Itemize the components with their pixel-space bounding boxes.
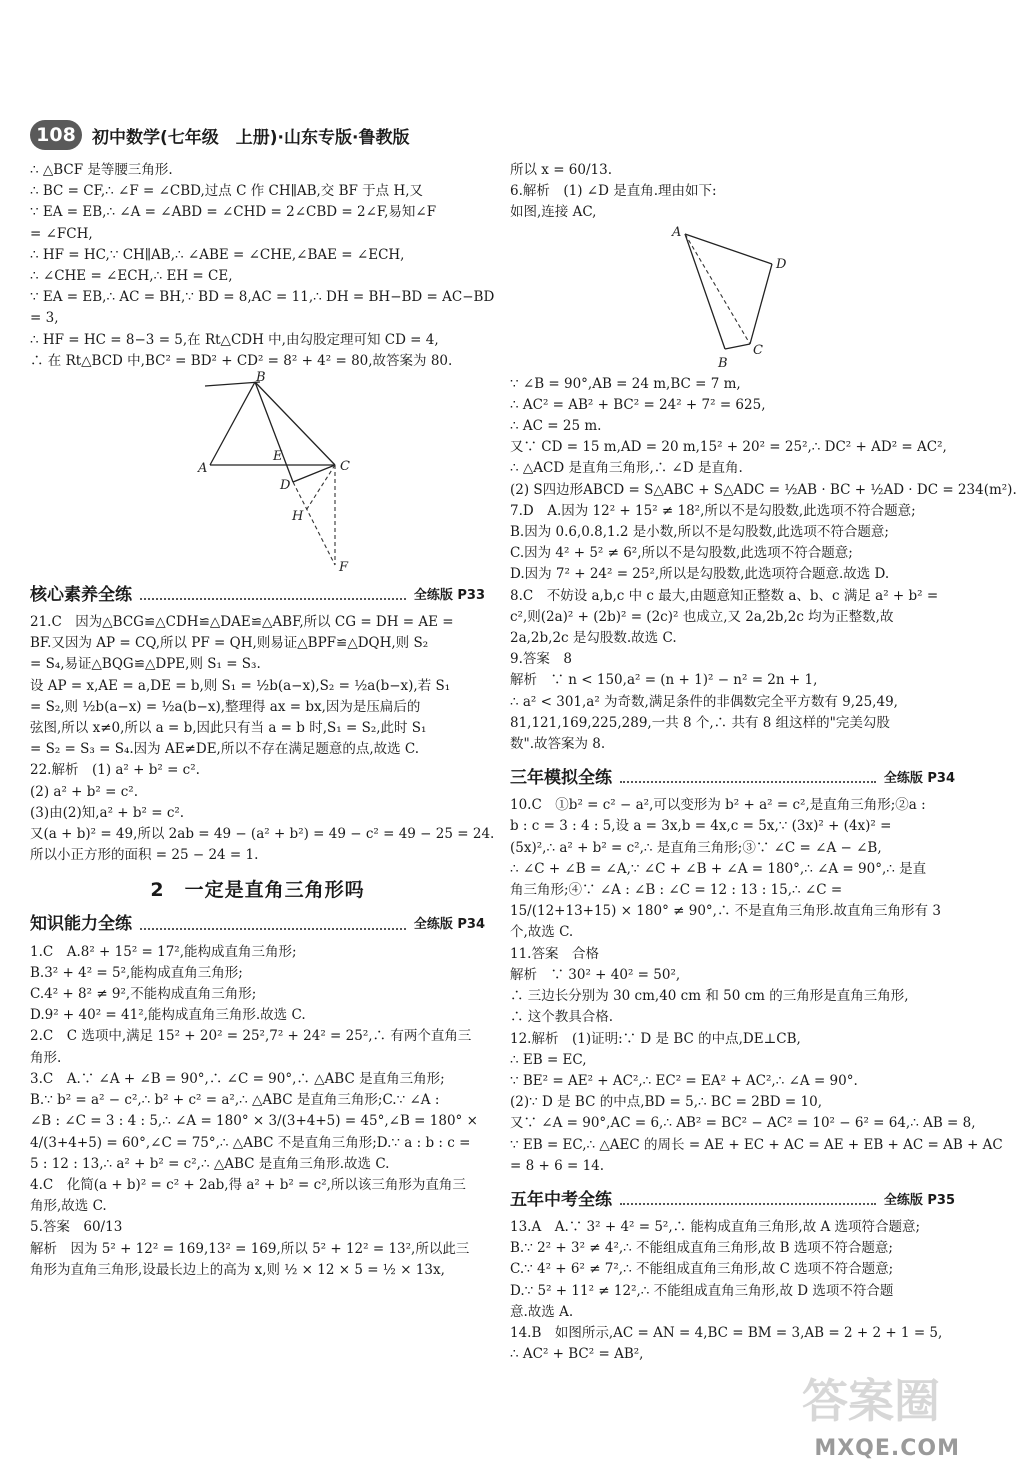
fig2-edge-ad (685, 234, 772, 264)
fig2-label-a: A (672, 224, 682, 240)
text-line: 如图,连接 AC, (510, 204, 597, 221)
text-line: ∴ 三边长分别为 30 cm,40 cm 和 50 cm 的三角形是直角三角形, (510, 988, 909, 1005)
text-line: 数".故答案为 8. (510, 736, 606, 753)
fig2-edge-dc (750, 264, 772, 344)
section-page-ref: 全练版 P34 (883, 771, 955, 787)
text-line: B.3² + 4² = 5²,能构成直角三角形; (30, 964, 243, 981)
section-page-ref: 全练版 P33 (413, 587, 485, 603)
text-line: 解析 ∵ 30² + 40² = 50², (510, 966, 681, 983)
text-line: 21.C 因为△BCG≌△CDH≌△DAE≌△ABF,所以 CG = DH = AE = (30, 614, 454, 631)
fig1-label-b: B (256, 370, 266, 386)
section-page-ref: 全练版 P34 (413, 917, 485, 933)
text-line: = ∠FCH, (30, 225, 93, 242)
text-line: 解析 ∵ n < 150,a² = (n + 1)² − n² = 2n + 1, (510, 672, 818, 689)
fig1-edge-ab (210, 382, 255, 465)
figure-triangle-abc (30, 370, 485, 576)
text-line: 又∵ CD = 15 m,AD = 20 m,15² + 20² = 25²,∴ DC² + AD² = AC², (510, 439, 947, 456)
text-line: 解析 因为 5² + 12² = 169,13² = 169,所以 5² + 12² = 13²,所以此三 (30, 1240, 470, 1257)
section-title: 五年中考全练 (510, 1189, 612, 1210)
text-line: B.∵ b² = a² − c²,∴ b² + c² = a²,∴ △ABC 是直角三角形;C.∵ ∠A : (30, 1092, 440, 1109)
text-line: 22.解析 (1) a² + b² = c². (30, 762, 200, 779)
fig1-edge (205, 382, 260, 386)
right-block-d (510, 1217, 955, 1365)
text-line: 4/(3+4+5) = 60°,∠C = 75°,∴ △ABC 不是直角三角形;D.∵ a : b : c = (30, 1134, 471, 1151)
fig2-edge-cb (725, 344, 750, 349)
text-line: (2) a² + b² = c². (30, 783, 138, 800)
text-line: ∵ EA = EB,∴ AC = BH,∵ BD = 8,AC = 11,∴ DH = BH−BD = AC−BD (30, 289, 495, 306)
text-line: 角形. (30, 1049, 62, 1066)
text-line: 10.C ①b² = c² − a²,可以变形为 b² + a² = c²,是直角三角形;②a : (510, 797, 926, 814)
fig1-edge-bd (255, 382, 293, 482)
section-leader (140, 598, 406, 600)
text-line: B.∵ 2² + 3² ≠ 4²,∴ 不能组成直角三角形,故 B 选项不符合题意; (510, 1240, 893, 1257)
text-line: (5x)²,∴ a² + b² = c²,∴ 是直角三角形;③∵ ∠C = ∠A − ∠B, (510, 839, 882, 856)
left-block-c (30, 942, 485, 1281)
section-leader (620, 781, 876, 783)
text-line: ∴ AC² + BC² = AB², (510, 1346, 644, 1363)
text-line: 81,121,169,225,289,一共 8 个,∴ 共有 8 组这样的"完美勾股 (510, 714, 890, 731)
section-three-year-mock (510, 765, 955, 789)
fig1-label-a: A (198, 461, 208, 477)
text-line: D.∵ 5² + 11² ≠ 12²,∴ 不能组成直角三角形,故 D 选项不符合题 (510, 1282, 894, 1299)
text-line: (3)由(2)知,a² + b² = c². (30, 804, 185, 821)
text-line: ∴ △ACD 是直角三角形,∴ ∠D 是直角. (510, 460, 743, 477)
fig1-label-e: E (273, 449, 283, 465)
fig1-label-c: C (340, 459, 350, 475)
text-line: 又(a + b)² = 49,所以 2ab = 49 − (a² + b²) = 49 − c² = 49 − 25 = 24. (30, 826, 495, 843)
text-line: (2)∵ D 是 BC 的中点,BD = 5,∴ BC = 2BD = 10, (510, 1094, 822, 1111)
text-line: 个,故选 C. (510, 924, 574, 941)
fig1-dash-ch (305, 465, 335, 512)
text-line: ∵ BE² = AE² + AC²,∴ EC² = EA² + AC²,∴ ∠A = 90°. (510, 1072, 858, 1089)
text-line: 8.C 不妨设 a,b,c 中 c 最大,由题意知正整数 a、b、c 满足 a² + b² = (510, 587, 939, 604)
text-line: 7.D A.因为 12² + 15² ≠ 18²,所以不是勾股数,此选项不符合题意; (510, 502, 916, 519)
section-title: 知识能力全练 (30, 914, 132, 935)
text-line: ∴ HF = HC,∵ CH∥AB,∴ ∠ABE = ∠CHE,∠BAE = ∠ECH, (30, 246, 405, 263)
fig2-label-b: B (718, 355, 728, 371)
fig1-edge-bc (255, 382, 335, 465)
text-line: = S₂,则 ½b(a−x) = ½a(b−x),整理得 ax = bx,因为是压扁后的 (30, 698, 421, 715)
text-line: 5 : 12 : 13,∴ a² + b² = c²,∴ △ABC 是直角三角形.故选 C. (30, 1155, 390, 1172)
text-line: 角形为直角三角形,设最长边上的高为 x,则 ½ × 12 × 5 = ½ × 13x, (30, 1261, 445, 1278)
text-line: C.因为 4² + 5² ≠ 6²,所以不是勾股数,此选项不符合题意; (510, 545, 853, 562)
text-line: ∠B : ∠C = 3 : 4 : 5,∴ ∠A = 180° × 3/(3+4+5) = 45°,∠B = 180° × (30, 1113, 478, 1130)
right-column (510, 160, 1017, 1365)
text-line: BF.又因为 AP = CQ,所以 PF = QH,则易证△BPF≌△DQH,则 S₂ (30, 635, 429, 652)
book-title: 初中数学(七年级 上册)·山东专版·鲁教版 (92, 127, 410, 148)
left-column (30, 160, 495, 1281)
fig1-edge-dc (293, 465, 335, 482)
text-line: 设 AP = x,AE = a,DE = b,则 S₁ = ½b(a−x),S₂ = ½a(b−x),若 S₁ (30, 677, 451, 694)
text-line: = 3, (30, 310, 59, 327)
text-line: D.9² + 40² = 41²,能构成直角三角形.故选 C. (30, 1007, 306, 1024)
text-line: 3.C A.∵ ∠A + ∠B = 90°,∴ ∠C = 90°,∴ △ABC 是直角三角形; (30, 1070, 445, 1087)
left-block-a (30, 160, 495, 372)
text-line: 4.C 化简(a + b)² = c² + 2ab,得 a² + b² = c²,所以该三角形为直角三 (30, 1176, 466, 1193)
text-line: 所以 x = 60/13. (510, 162, 612, 178)
page-number: 108 (30, 120, 82, 150)
right-block-c (510, 795, 1003, 1177)
text-line: 12.解析 (1)证明:∵ D 是 BC 的中点,DE⊥CB, (510, 1030, 801, 1047)
fig2-label-c: C (753, 342, 763, 358)
text-line: C.∵ 4² + 6² ≠ 7²,∴ 不能组成直角三角形,故 C 选项不符合题意; (510, 1261, 894, 1278)
section-title: 核心素养全练 (30, 584, 132, 605)
text-line: c²,则(2a)² + (2b)² = (2c)² 也成立,又 2a,2b,2c 均为正整数,故 (510, 608, 894, 625)
section-page-ref: 全练版 P35 (883, 1192, 955, 1208)
text-line: ∴ BC = CF,∴ ∠F = ∠CBD,过点 C 作 CH∥AB,交 BF 于点 H,又 (30, 183, 424, 200)
text-line: ∵ EA = EB,∴ ∠A = ∠ABD = ∠CHD = 2∠CBD = 2∠F,易知∠F (30, 204, 437, 221)
text-line: 2a,2b,2c 是勾股数.故选 C. (510, 630, 677, 647)
section-core-literacy (30, 582, 485, 606)
section-knowledge-ability (30, 912, 485, 936)
text-line: 14.B 如图所示,AC = AN = 4,BC = BM = 3,AB = 2 + 2 + 1 = 5, (510, 1324, 943, 1341)
text-line: 11.答案 合格 (510, 945, 599, 962)
text-line: 又∵ ∠A = 90°,AC = 6,∴ AB² = BC² − AC² = 10² − 6² = 64,∴ AB = 8, (510, 1115, 976, 1132)
figure-quadrilateral-abcd (510, 224, 955, 374)
watermark-url: MXQE.COM (814, 1436, 960, 1461)
text-line: ∴ AC² = AB² + BC² = 24² + 7² = 625, (510, 396, 766, 413)
text-line: ∴ a² < 301,a² 为奇数,满足条件的非偶数完全平方数有 9,25,49, (510, 693, 898, 710)
fig1-label-f: F (339, 560, 349, 576)
right-block-b (510, 374, 1017, 756)
text-line: C.4² + 8² ≠ 9²,不能构成直角三角形; (30, 986, 257, 1003)
text-line: 角三角形;④∵ ∠A : ∠B : ∠C = 12 : 13 : 15,∴ ∠C = (510, 882, 843, 899)
text-line: ∴ 在 Rt△BCD 中,BC² = BD² + CD² = 8² + 4² = 80,故答案为 80. (30, 352, 453, 369)
text-line: B.因为 0.6,0.8,1.2 是小数,所以不是勾股数,此选项不符合题意; (510, 524, 889, 541)
text-line: = S₂ = S₃ = S₄.因为 AE≠DE,所以不存在满足题意的点,故选 C. (30, 741, 420, 758)
page-header (30, 118, 409, 152)
left-block-b (30, 612, 495, 866)
section-five-year-exam (510, 1187, 955, 1211)
text-line: D.因为 7² + 24² = 25²,所以是勾股数,此选项符合题意.故选 D. (510, 566, 890, 583)
text-line: 意.故选 A. (510, 1303, 574, 1320)
right-block-a (510, 160, 955, 224)
text-line: ∴ △BCF 是等腰三角形. (30, 162, 173, 178)
text-line: 所以小正方形的面积 = 25 − 24 = 1. (30, 847, 259, 864)
text-line: 9.答案 8 (510, 651, 572, 668)
text-line: ∴ ∠C + ∠B = ∠A,∵ ∠C + ∠B + ∠A = 180°,∴ ∠A = 90°,∴ 是直 (510, 860, 927, 877)
text-line: = 8 + 6 = 14. (510, 1157, 605, 1174)
text-line: 6.解析 (1) ∠D 是直角.理由如下: (510, 183, 717, 200)
text-line: 1.C A.8² + 15² = 17²,能构成直角三角形; (30, 943, 297, 960)
text-line: ∴ 这个教具合格. (510, 1009, 614, 1026)
text-line: ∴ HF = HC = 8−3 = 5,在 Rt△CDH 中,由勾股定理可知 CD = 4, (30, 331, 439, 348)
watermark-logo: 答案圈 (802, 1374, 940, 1428)
text-line: ∵ EB = EC,∴ △AEC 的周长 = AE + EC + AC = AE + EB + AC = AB + AC (510, 1136, 1003, 1153)
text-line: ∴ EB = EC, (510, 1051, 587, 1068)
text-line: 15/(12+13+15) × 180° ≠ 90°,∴ 不是直角三角形.故直角三角形有 3 (510, 903, 941, 920)
text-line: b : c = 3 : 4 : 5,设 a = 3x,b = 4x,c = 5x,∵ (3x)² + (4x)² = (510, 818, 892, 835)
text-line: 13.A A.∵ 3² + 4² = 5²,∴ 能构成直角三角形,故 A 选项符合题意; (510, 1218, 921, 1235)
text-line: ∴ AC = 25 m. (510, 418, 602, 435)
section-leader (620, 1203, 876, 1205)
text-line: 2.C C 选项中,满足 15² + 20² = 25²,7² + 24² = 25²,∴ 有两个直角三 (30, 1028, 472, 1045)
text-line: 角形,故选 C. (30, 1198, 107, 1215)
lesson-title: 2 一定是直角三角形吗 (150, 879, 365, 902)
section-leader (140, 928, 406, 930)
text-line: ∵ ∠B = 90°,AB = 24 m,BC = 7 m, (510, 375, 741, 392)
text-line: ∴ ∠CHE = ∠ECH,∴ EH = CE, (30, 268, 233, 285)
section-title: 三年模拟全练 (510, 768, 612, 789)
text-line: (2) S四边形ABCD = S△ABC + S△ADC = ½AB · BC + ½AD · DC = 234(m²). (510, 481, 1017, 498)
fig1-label-h: H (292, 509, 304, 525)
text-line: 5.答案 60/13 (30, 1219, 123, 1236)
text-line: 弦图,所以 x≠0,所以 a = b,因此只有当 a = b 时,S₁ = S₂,此时 S₁ (30, 720, 427, 737)
fig2-label-d: D (776, 256, 787, 272)
fig1-label-d: D (280, 478, 291, 494)
text-line: = S₄,易证△BQG≌△DPE,则 S₁ = S₃. (30, 656, 261, 673)
